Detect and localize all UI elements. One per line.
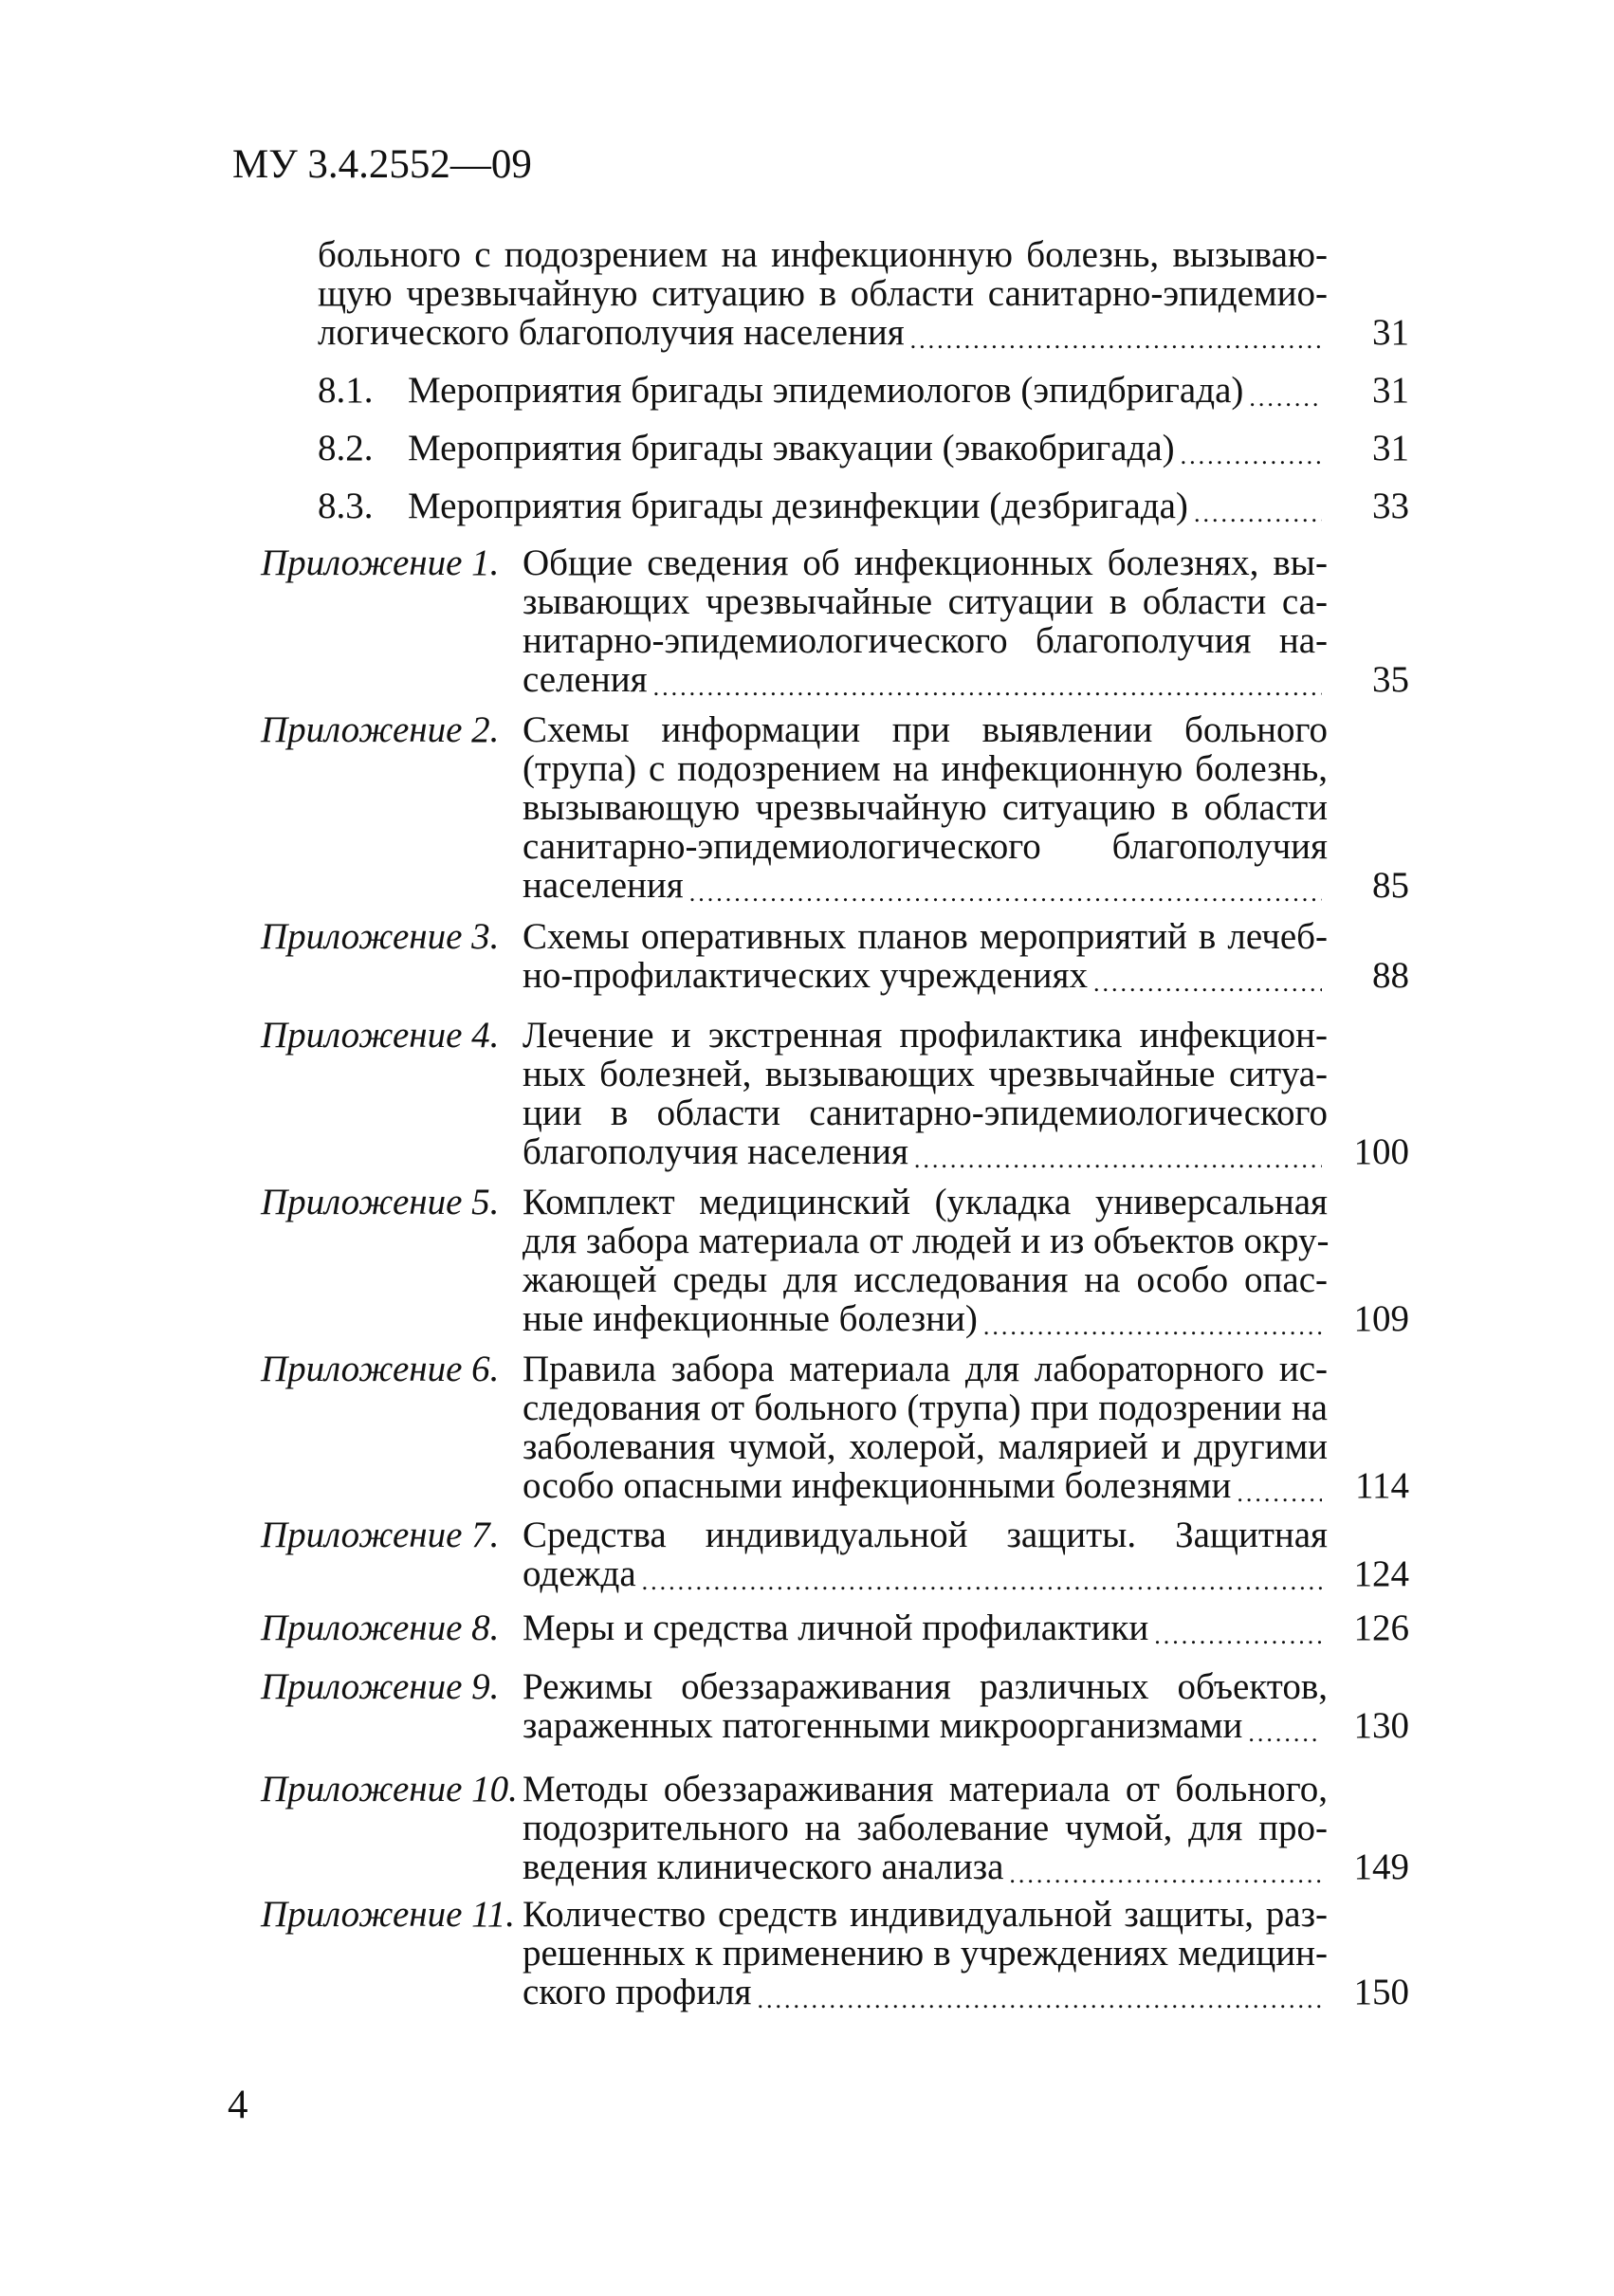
toc-entry-line [408,371,1328,410]
toc-entry-text: жающей среды для исследования на особо опас- [523,1259,1328,1300]
toc-entry-text: Количество средств индивидуальной защиты, раз- [523,1894,1328,1935]
toc-entry-line [408,429,1328,468]
toc-entry-line [318,235,1328,274]
toc-entry-line [318,274,1328,313]
toc-dot-leader [1009,1847,1322,1886]
toc-entry-line [523,621,1328,660]
document-code-header: МУ 3.4.2552—09 [232,142,532,187]
toc-dot-leader [1237,1466,1322,1505]
toc-appendix-label: Приложение 3. [261,916,500,957]
toc-page-number: 31 [1372,428,1409,468]
toc-entry-line [523,1299,1328,1338]
toc-entry-text: для забора материала от людей и из объектов окру- [523,1221,1330,1261]
toc-entry-text: подозрительного на заболевание чумой, для про- [523,1808,1328,1848]
toc-entry-text: ные инфекционные болезни) [523,1298,978,1339]
toc-entry-line [318,313,1328,352]
toc-entry-line [523,788,1328,827]
toc-page-number: 126 [1353,1607,1409,1648]
toc-dot-leader [1248,1706,1322,1745]
toc-entry-text: ции в области санитарно-эпидемиологического [523,1093,1328,1133]
toc-entry-text: Меры и средства личной профилактики [523,1607,1149,1648]
toc-entry-line [523,1132,1328,1171]
toc-entry-line [523,827,1328,866]
toc-entry-line [523,1554,1328,1593]
toc-entry-text: Лечение и экстренная профилактика инфекцион- [523,1015,1328,1056]
toc-dot-leader [1249,371,1322,410]
toc-appendix-label: Приложение 6. [261,1349,500,1389]
toc-dot-leader [1093,956,1322,995]
toc-entry-text: Комплект медицинский (укладка универсальная [523,1182,1328,1222]
toc-entry-line [523,1847,1328,1886]
toc-entry-text: заболевания чумой, холерой, малярией и другими [523,1426,1328,1467]
toc-entry-text: вызывающую чрезвычайную ситуацию в области [523,787,1328,828]
toc-entry-text: щую чрезвычайную ситуацию в области санитарно-эпидемио- [318,273,1328,314]
toc-subsection-number: 8.2. [318,428,374,468]
toc-appendix-label: Приложение 4. [261,1015,500,1056]
toc-entry-text: селения [523,659,648,700]
toc-dot-leader [910,313,1322,352]
toc-dot-leader [1154,1608,1322,1647]
toc-entry-text: Средства индивидуальной защиты. Защитная [523,1515,1328,1555]
toc-entry-line [523,710,1328,749]
toc-entry-text: ведения клинического анализа [523,1846,1004,1887]
toc-entry-text: ского профиля [523,1972,752,2012]
toc-entry-text: зараженных патогенными микроорганизмами [523,1705,1243,1746]
toc-entry-line [523,1221,1328,1260]
toc-entry-text: но-профилактических учреждениях [523,955,1088,996]
toc-page-number: 124 [1353,1553,1409,1594]
toc-entry-line [523,866,1328,905]
toc-page-number: 88 [1372,955,1409,996]
toc-entry-line [523,1667,1328,1706]
toc-entry-line [523,1809,1328,1847]
toc-entry-text: Мероприятия бригады эвакуации (эвакобригада) [408,428,1175,468]
toc-entry-line [523,1350,1328,1388]
toc-entry-text: больного с подозрением на инфекционную болезнь, вызываю- [318,234,1328,275]
toc-appendix-label: Приложение 5. [261,1182,500,1222]
toc-entry-line [523,917,1328,956]
toc-entry-text: следования от больного (трупа) при подозрении на [523,1387,1328,1428]
toc-dot-leader [983,1299,1322,1338]
toc-entry-line [408,487,1328,525]
toc-entry-text: зывающих чрезвычайные ситуации в области са- [523,581,1328,622]
toc-entry-text: Методы обеззараживания материала от больного, [523,1769,1328,1809]
toc-page-number: 31 [1372,370,1409,411]
toc-entry-text: Мероприятия бригады эпидемиологов (эпидбригада) [408,370,1244,411]
toc-appendix-label: Приложение 9. [261,1666,500,1707]
toc-entry-text: Режимы обеззараживания различных объектов, [523,1666,1328,1707]
page-number: 4 [228,2083,248,2127]
toc-entry-line [523,1093,1328,1132]
toc-dot-leader [689,866,1322,905]
toc-entry-text: решенных к применению в учреждениях медицин- [523,1933,1328,1974]
toc-entry-text: нитарно-эпидемиологического благополучия на- [523,620,1328,661]
toc-appendix-label: Приложение 7. [261,1515,500,1555]
toc-entry-text: Схемы информации при выявлении больного [523,709,1328,750]
toc-dot-leader [914,1132,1322,1171]
toc-entry-line [523,749,1328,788]
toc-entry-line [523,956,1328,995]
toc-entry-line [523,582,1328,621]
toc-page-number: 150 [1353,1972,1409,2012]
toc-entry-line [523,1427,1328,1466]
toc-page-number: 149 [1353,1846,1409,1887]
toc-page-number: 130 [1353,1705,1409,1746]
toc-entry-line [523,1515,1328,1554]
toc-dot-leader [1194,487,1322,525]
toc-appendix-label: Приложение 10. [261,1769,518,1809]
toc-page-number: 109 [1353,1298,1409,1339]
toc-entry-line [523,660,1328,699]
toc-entry-text: Общие сведения об инфекционных болезнях, вы- [523,542,1328,583]
toc-page-number: 33 [1372,486,1409,526]
toc-entry-text: Схемы оперативных планов мероприятий в лечеб- [523,916,1328,957]
toc-entry-text: особо опасными инфекционными болезнями [523,1465,1232,1506]
toc-entry-line [523,1895,1328,1934]
toc-entry-text: (трупа) с подозрением на инфекционную болезнь, [523,748,1328,789]
toc-entry-text: населения [523,865,684,906]
toc-appendix-label: Приложение 2. [261,709,500,750]
toc-page-number: 100 [1353,1131,1409,1172]
toc-page-number: 114 [1354,1465,1409,1506]
toc-entry-line [523,1016,1328,1055]
toc-appendix-label: Приложение 1. [261,542,500,583]
toc-entry-line [523,1770,1328,1809]
toc-entry-text: благополучия населения [523,1131,908,1172]
toc-entry-line [523,1260,1328,1299]
toc-subsection-number: 8.3. [318,486,374,526]
toc-entry-text: Правила забора материала для лабораторного ис- [523,1349,1328,1389]
toc-entry-line [523,1934,1328,1973]
toc-page-number: 85 [1372,865,1409,906]
toc-entry-text: ных болезней, вызывающих чрезвычайные ситуа- [523,1054,1328,1094]
toc-appendix-label: Приложение 8. [261,1607,500,1648]
toc-entry-line [523,1466,1328,1505]
toc-entry-text: одежда [523,1553,636,1594]
toc-dot-leader [1181,429,1322,468]
toc-dot-leader [757,1973,1322,2011]
toc-entry-line [523,1388,1328,1427]
toc-subsection-number: 8.1. [318,370,374,411]
toc-entry-line [523,1608,1328,1647]
toc-entry-line [523,1055,1328,1093]
toc-page-number: 31 [1372,312,1409,353]
toc-page-number: 35 [1372,659,1409,700]
toc-entry-line [523,543,1328,582]
toc-appendix-label: Приложение 11. [261,1894,516,1935]
toc-entry-text: логического благополучия населения [318,312,905,353]
toc-entry-text: санитарно-эпидемиологического благополучия [523,826,1328,867]
toc-dot-leader [653,660,1322,699]
toc-entry-line [523,1706,1328,1745]
toc-entry-line [523,1183,1328,1221]
toc-dot-leader [642,1554,1322,1593]
toc-entry-line [523,1973,1328,2011]
toc-entry-text: Мероприятия бригады дезинфекции (дезбригада) [408,486,1188,526]
